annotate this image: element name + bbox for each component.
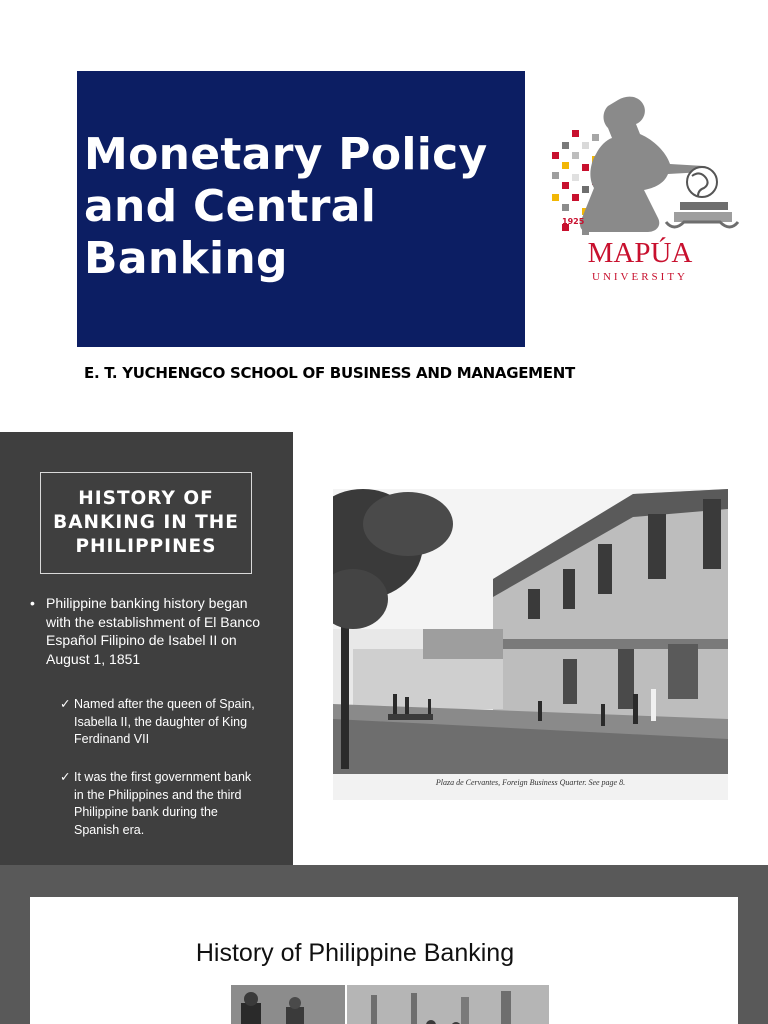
section-heading-box (40, 472, 252, 574)
photo-strip-image (231, 985, 549, 1024)
slide-card (30, 897, 738, 1024)
checkmark-icon: ✓ (60, 770, 71, 784)
globe-icon (687, 167, 717, 197)
mapua-logo (540, 90, 740, 295)
street-photo-image (333, 489, 728, 774)
school-name: E. T. YUCHENGCO SCHOOL OF BUSINESS AND MANAGEMENT (84, 364, 575, 382)
check-text: Named after the queen of Spain, Isabella II, the daughter of King Ferdinand VII (74, 697, 255, 746)
checkmark-icon: ✓ (60, 697, 71, 711)
historic-photo (333, 489, 728, 800)
logo-university: UNIVERSITY (592, 271, 688, 283)
logo-year: 1925 (562, 217, 585, 226)
bullet-item (30, 594, 270, 668)
photo-caption: Plaza de Cervantes, Foreign Business Quarter. See page 8. (435, 778, 626, 787)
text-panel (0, 432, 293, 865)
bullet-text: Philippine banking history began with the establishment of El Banco Español Filipino de Isabel II on August 1, 1851 (46, 595, 261, 667)
slide-title: History of Philippine Banking (195, 939, 515, 967)
check-text: It was the first government bank in the Philippines and the third Philippine bank during the Spanish era. (74, 770, 252, 837)
philippine-banking-slide (0, 865, 768, 1024)
logo-wordmark: MAPÚA (587, 237, 693, 269)
section-heading: HISTORY OF BANKING IN THE PHILIPPINES (53, 488, 239, 557)
title-slide (0, 0, 768, 432)
slide-title: Monetary Policy and Central Banking (84, 129, 488, 284)
check-item (60, 769, 260, 839)
history-slide (0, 432, 768, 865)
bullet-icon: • (30, 595, 35, 611)
seated-figure-icon (580, 97, 707, 232)
title-box (77, 71, 525, 347)
check-item (60, 696, 260, 749)
